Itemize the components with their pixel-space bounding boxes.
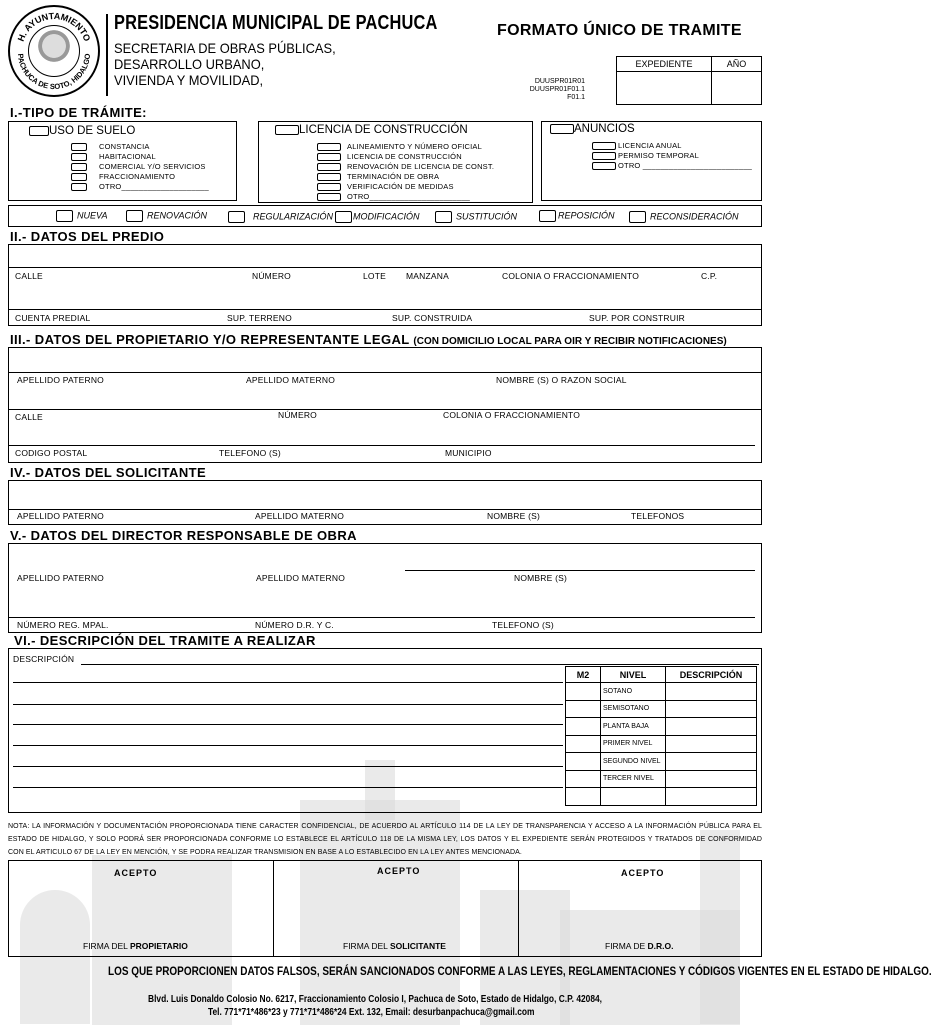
licencia-option-label: TERMINACIÓN DE OBRA [347, 172, 440, 181]
mode-label: MODIFICACIÓN [353, 211, 420, 222]
mode-reconsideracion[interactable] [629, 211, 739, 223]
nivel-row [566, 718, 757, 736]
solicitante-apellido-paterno-label: APELLIDO PATERNO [17, 511, 104, 521]
licencia-option[interactable] [317, 152, 462, 161]
doc-code-2: DUUSPR01F01.1 [529, 86, 585, 93]
dro-line [405, 570, 755, 571]
mode-sustitucion[interactable] [435, 211, 517, 223]
uso-suelo-option-checkbox[interactable] [71, 163, 87, 171]
m2-cell[interactable] [566, 735, 601, 753]
dro-box [8, 543, 762, 633]
anio-field[interactable] [712, 72, 762, 105]
mode-checkbox[interactable] [335, 211, 352, 223]
propietario-nombre-label: NOMBRE (S) O RAZON SOCIAL [496, 375, 627, 385]
anio-label: AÑO [712, 57, 762, 72]
privacy-note: NOTA: LA INFORMACIÓN Y DOCUMENTACIÓN PROPORCIONADA TIENE CARACTER CONFIDENCIAL, DE ACUERDO AL ARTÍCULO 114 DE LA LEY DE TRANSPARENCIA Y ACCESO A LA INFORMACIÓN PÚBLICA PARA EL ESTADO DE HIDALGO, Y SOLO PODRÁ SER PROPORCIONADA CONFORME LO ESTABLECE EL ARTÍCULO 118 DE LA MISMA LEY, LOS DATOS Y EL EXPEDIENTE SERÁN PROTEGIDOS Y TRATADOS DE CONFORMIDAD CON EL ARTICULO 67 DE LA LEY EN MENCIÓN, Y SE PODRA REALIZAR TRANSMISION EN BASE A LO ESTABLECIDO EN LA LEY ANTES MENCIONADA. [8, 823, 762, 856]
section5-title: V.- DATOS DEL DIRECTOR RESPONSABLE DE OBRA [10, 528, 357, 543]
mode-label: REPOSICIÓN [558, 210, 615, 221]
modality-row [8, 205, 762, 227]
nivel-cell [601, 788, 666, 806]
nivel-cell: PLANTA BAJA [601, 718, 666, 736]
seal-text-bottom: PACHUCA DE SOTO, HIDALGO [15, 53, 93, 92]
municipal-seal [8, 5, 100, 97]
uso-suelo-group [29, 125, 135, 137]
descripcion-line[interactable] [13, 745, 563, 746]
m2-cell[interactable] [566, 788, 601, 806]
licencia-box [258, 121, 533, 203]
institution-name: PRESIDENCIA MUNICIPAL DE PACHUCA [114, 12, 438, 34]
licencia-option-checkbox[interactable] [317, 173, 341, 181]
mode-regularizacion[interactable] [228, 211, 333, 223]
expediente-field[interactable] [617, 72, 712, 105]
propietario-label: PROPIETARIO [129, 941, 188, 951]
anuncios-option[interactable] [592, 151, 699, 160]
m2-cell[interactable] [566, 683, 601, 701]
firma-propietario-label[interactable] [83, 941, 188, 951]
predio-line [9, 267, 761, 268]
footer-contact: Tel. 771*71*486*23 y 771*71*486*24 Ext. 132, Email: desurbanpachuca@gmail.com [208, 1007, 535, 1018]
niveles-table [565, 666, 757, 806]
propietario-box [8, 347, 762, 463]
descripcion-header: DESCRIPCIÓN [666, 667, 757, 683]
mode-label: NUEVA [77, 210, 108, 221]
anuncios-title: ANUNCIOS [574, 123, 635, 135]
acepto-dro: ACEPTO [621, 868, 665, 878]
dro-apellido-paterno-label: APELLIDO PATERNO [17, 573, 104, 583]
propietario-line [9, 409, 761, 410]
predio-line [9, 309, 761, 310]
propietario-cp-label: CODIGO POSTAL [15, 448, 88, 458]
dro-nombre-label: NOMBRE (S) [514, 573, 567, 583]
nivel-row [566, 788, 757, 806]
descripcion-line[interactable] [13, 724, 563, 725]
uso-suelo-title: USO DE SUELO [49, 125, 136, 137]
firma-del-label: FIRMA DEL [83, 941, 128, 951]
nivel-descripcion-cell[interactable] [666, 753, 757, 771]
mode-label: SUSTITUCIÓN [456, 211, 518, 222]
section3-title [10, 332, 727, 347]
licencia-group [275, 124, 468, 136]
anuncios-option-checkbox[interactable] [592, 152, 616, 160]
anuncios-option-label: PERMISO TEMPORAL [618, 151, 699, 160]
anuncios-option-label: LICENCIA ANUAL [618, 141, 682, 150]
solicitante-nombre-label: NOMBRE (S) [487, 511, 540, 521]
seal-portrait [28, 25, 80, 77]
uso-suelo-checkbox[interactable] [29, 126, 49, 136]
uso-suelo-option-label: CONSTANCIA [99, 142, 150, 151]
descripcion-line[interactable] [13, 766, 563, 767]
secretariat-line1: SECRETARIA DE OBRAS PÚBLICAS, [114, 40, 336, 56]
licencia-option-checkbox[interactable] [317, 183, 341, 191]
solicitante-box [8, 480, 762, 525]
uso-suelo-option-checkbox[interactable] [71, 143, 87, 151]
signature-divider [518, 861, 519, 956]
firma-dro-label[interactable] [605, 941, 674, 951]
section2-title: II.- DATOS DEL PREDIO [10, 229, 165, 244]
signatures-box [8, 860, 762, 957]
uso-suelo-option[interactable] [71, 162, 206, 171]
mode-reposicion[interactable] [539, 210, 615, 222]
expediente-label: EXPEDIENTE [617, 57, 712, 72]
uso-suelo-option-label: HABITACIONAL [99, 152, 156, 161]
propietario-apellido-paterno-label: APELLIDO PATERNO [17, 375, 104, 385]
licencia-option-checkbox[interactable] [317, 163, 341, 171]
predio-colonia-label: COLONIA O FRACCIONAMIENTO [502, 271, 640, 281]
doc-code-3: F01.1 [567, 94, 585, 101]
predio-manzana-label: MANZANA [406, 271, 449, 281]
predio-box [8, 244, 762, 326]
mode-checkbox[interactable] [56, 210, 73, 222]
uso-suelo-option-checkbox[interactable] [71, 173, 87, 181]
mode-checkbox[interactable] [228, 211, 245, 223]
nivel-descripcion-cell[interactable] [666, 700, 757, 718]
section6-title: VI.- DESCRIPCIÓN DEL TRAMITE A REALIZAR [14, 633, 316, 648]
solicitante-apellido-materno-label: APELLIDO MATERNO [255, 511, 345, 521]
nivel-descripcion-cell[interactable] [666, 788, 757, 806]
mode-label: REGULARIZACIÓN [253, 211, 334, 222]
nivel-cell: SEGUNDO NIVEL [601, 753, 666, 771]
mode-label: RENOVACIÓN [147, 210, 208, 221]
uso-suelo-option[interactable] [71, 182, 209, 191]
predio-cp-label: C.P. [701, 271, 718, 281]
footer-address: Blvd. Luis Donaldo Colosio No. 6217, Fraccionamiento Colosio I, Pachuca de Soto, Estado de Hidalgo, C.P. 42084, [148, 994, 603, 1005]
propietario-municipio-label: MUNICIPIO [445, 448, 492, 458]
doc-code-1: DUUSPR01R01 [534, 78, 585, 85]
dro-telefono-label: TELEFONO (S) [492, 620, 554, 630]
dro-line [9, 617, 755, 618]
licencia-option-checkbox[interactable] [317, 193, 341, 201]
mode-checkbox[interactable] [539, 210, 556, 222]
uso-suelo-option-label: COMERCIAL Y/O SERVICIOS [99, 162, 206, 171]
anuncios-option-checkbox[interactable] [592, 162, 616, 170]
mode-checkbox[interactable] [435, 211, 452, 223]
nivel-cell: PRIMER NIVEL [601, 735, 666, 753]
nivel-descripcion-cell[interactable] [666, 735, 757, 753]
mode-modificacion[interactable] [335, 211, 420, 223]
licencia-option-checkbox[interactable] [317, 143, 341, 151]
licencia-option-label: ALINEAMIENTO Y NÚMERO OFICIAL [347, 142, 482, 151]
signature-divider [273, 861, 274, 956]
anuncios-option[interactable] [592, 161, 752, 170]
firma-de-label: FIRMA DE [605, 941, 646, 951]
nivel-row [566, 735, 757, 753]
secretariat-line2: DESARROLLO URBANO, [114, 56, 265, 72]
nivel-row [566, 683, 757, 701]
acepto-propietario: ACEPTO [114, 868, 158, 878]
seal-text-top: H. AYUNTAMIENTO [15, 10, 93, 43]
section1-title: I.-TIPO DE TRÁMITE: [10, 105, 147, 120]
firma-solicitante-label[interactable] [343, 941, 446, 951]
licencia-option-label: RENOVACIÓN DE LICENCIA DE CONST. [347, 162, 495, 171]
propietario-telefono-label: TELEFONO (S) [219, 448, 281, 458]
nivel-cell: SEMISOTANO [601, 700, 666, 718]
header-divider [106, 14, 108, 96]
solicitante-line [9, 509, 761, 510]
mode-label: RECONSIDERACIÓN [650, 211, 739, 222]
propietario-line [9, 372, 761, 373]
descripcion-label: DESCRIPCIÓN [13, 654, 75, 664]
anuncios-option-label: OTRO _________________________ [618, 161, 753, 170]
anuncios-option[interactable] [592, 141, 682, 150]
descripcion-box [8, 648, 762, 813]
uso-suelo-option[interactable] [71, 172, 175, 181]
nivel-header: NIVEL [601, 667, 666, 683]
uso-suelo-box [8, 121, 237, 201]
secretariat-line3: VIVIENDA Y MOVILIDAD, [114, 72, 264, 88]
niveles-header-row [566, 667, 757, 683]
licencia-option-label: VERIFICACIÓN DE MEDIDAS [347, 182, 454, 191]
anuncios-box [541, 121, 762, 201]
nivel-descripcion-cell[interactable] [666, 718, 757, 736]
descripcion-line[interactable] [13, 682, 563, 683]
predio-cuenta-label: CUENTA PREDIAL [15, 313, 91, 323]
nivel-row [566, 700, 757, 718]
nivel-row [566, 753, 757, 771]
descripcion-line[interactable] [81, 664, 759, 665]
section3-subtitle: (CON DOMICILIO LOCAL PARA OIR Y RECIBIR NOTIFICACIONES) [413, 336, 727, 347]
dro-registro-label: NÚMERO REG. MPAL. [17, 620, 109, 630]
descripcion-line[interactable] [13, 704, 563, 705]
dro-label: D.R.O. [647, 941, 674, 951]
nivel-descripcion-cell[interactable] [666, 683, 757, 701]
predio-sup-construida-label: SUP. CONSTRUIDA [392, 313, 473, 323]
expediente-table [616, 56, 762, 105]
nivel-cell: TERCER NIVEL [601, 770, 666, 788]
predio-numero-label: NÚMERO [252, 271, 291, 281]
propietario-numero-label: NÚMERO [278, 410, 317, 420]
predio-calle-label: CALLE [15, 271, 43, 281]
mode-checkbox[interactable] [126, 210, 143, 222]
propietario-calle-label: CALLE [15, 412, 43, 422]
acepto-solicitante: ACEPTO [377, 866, 421, 876]
section4-title: IV.- DATOS DEL SOLICITANTE [10, 465, 207, 480]
licencia-option[interactable] [317, 162, 494, 171]
uso-suelo-option[interactable] [71, 142, 150, 151]
propietario-apellido-materno-label: APELLIDO MATERNO [246, 375, 336, 385]
licencia-option[interactable] [317, 142, 482, 151]
section3-title-text: III.- DATOS DEL PROPIETARIO Y/O REPRESENTANTE LEGAL [10, 332, 410, 347]
m2-cell[interactable] [566, 700, 601, 718]
uso-suelo-option-label: OTRO____________________ [99, 182, 209, 191]
nivel-cell: SOTANO [601, 683, 666, 701]
licencia-option[interactable] [317, 192, 470, 201]
licencia-checkbox[interactable] [275, 125, 299, 135]
anuncios-option-checkbox[interactable] [592, 142, 616, 150]
document-title: FORMATO ÚNICO DE TRAMITE [497, 22, 742, 39]
mode-checkbox[interactable] [629, 211, 646, 223]
m2-cell[interactable] [566, 770, 601, 788]
descripcion-line[interactable] [13, 787, 563, 788]
licencia-option-checkbox[interactable] [317, 153, 341, 161]
m2-cell[interactable] [566, 753, 601, 771]
nivel-row [566, 770, 757, 788]
propietario-colonia-label: COLONIA O FRACCIONAMIENTO [443, 410, 581, 420]
m2-header: M2 [566, 667, 601, 683]
licencia-option[interactable] [317, 182, 454, 191]
nivel-descripcion-cell[interactable] [666, 770, 757, 788]
uso-suelo-option-checkbox[interactable] [71, 183, 87, 191]
predio-sup-por-construir-label: SUP. POR CONSTRUIR [589, 313, 686, 323]
mode-renovacion[interactable] [126, 210, 207, 222]
anuncios-group [550, 123, 635, 135]
licencia-title: LICENCIA DE CONSTRUCCIÓN [299, 124, 468, 136]
predio-lote-label: LOTE [363, 271, 387, 281]
licencia-option-label: LICENCIA DE CONSTRUCCIÓN [347, 152, 462, 161]
mode-nueva[interactable] [56, 210, 108, 222]
predio-sup-terreno-label: SUP. TERRENO [227, 313, 292, 323]
m2-cell[interactable] [566, 718, 601, 736]
firma-del-label: FIRMA DEL [343, 941, 388, 951]
dro-apellido-materno-label: APELLIDO MATERNO [256, 573, 346, 583]
propietario-line [9, 445, 755, 446]
uso-suelo-option-checkbox[interactable] [71, 153, 87, 161]
anuncios-checkbox[interactable] [550, 124, 574, 134]
solicitante-telefonos-label: TELEFONOS [631, 511, 685, 521]
licencia-option-label: OTRO_______________________ [347, 192, 471, 201]
solicitante-label: SOLICITANTE [389, 941, 446, 951]
uso-suelo-option[interactable] [71, 152, 156, 161]
licencia-option[interactable] [317, 172, 439, 181]
dro-numero-dryc-label: NÚMERO D.R. Y C. [255, 620, 334, 630]
uso-suelo-option-label: FRACCIONAMIENTO [99, 172, 176, 181]
false-data-warning: LOS QUE PROPORCIONEN DATOS FALSOS, SERÁN SANCIONADOS CONFORME A LAS LEYES, REGLAMENTACIONES Y CÓDIGOS VIGENTES EN EL ESTADO DE HIDALGO. [108, 964, 932, 978]
